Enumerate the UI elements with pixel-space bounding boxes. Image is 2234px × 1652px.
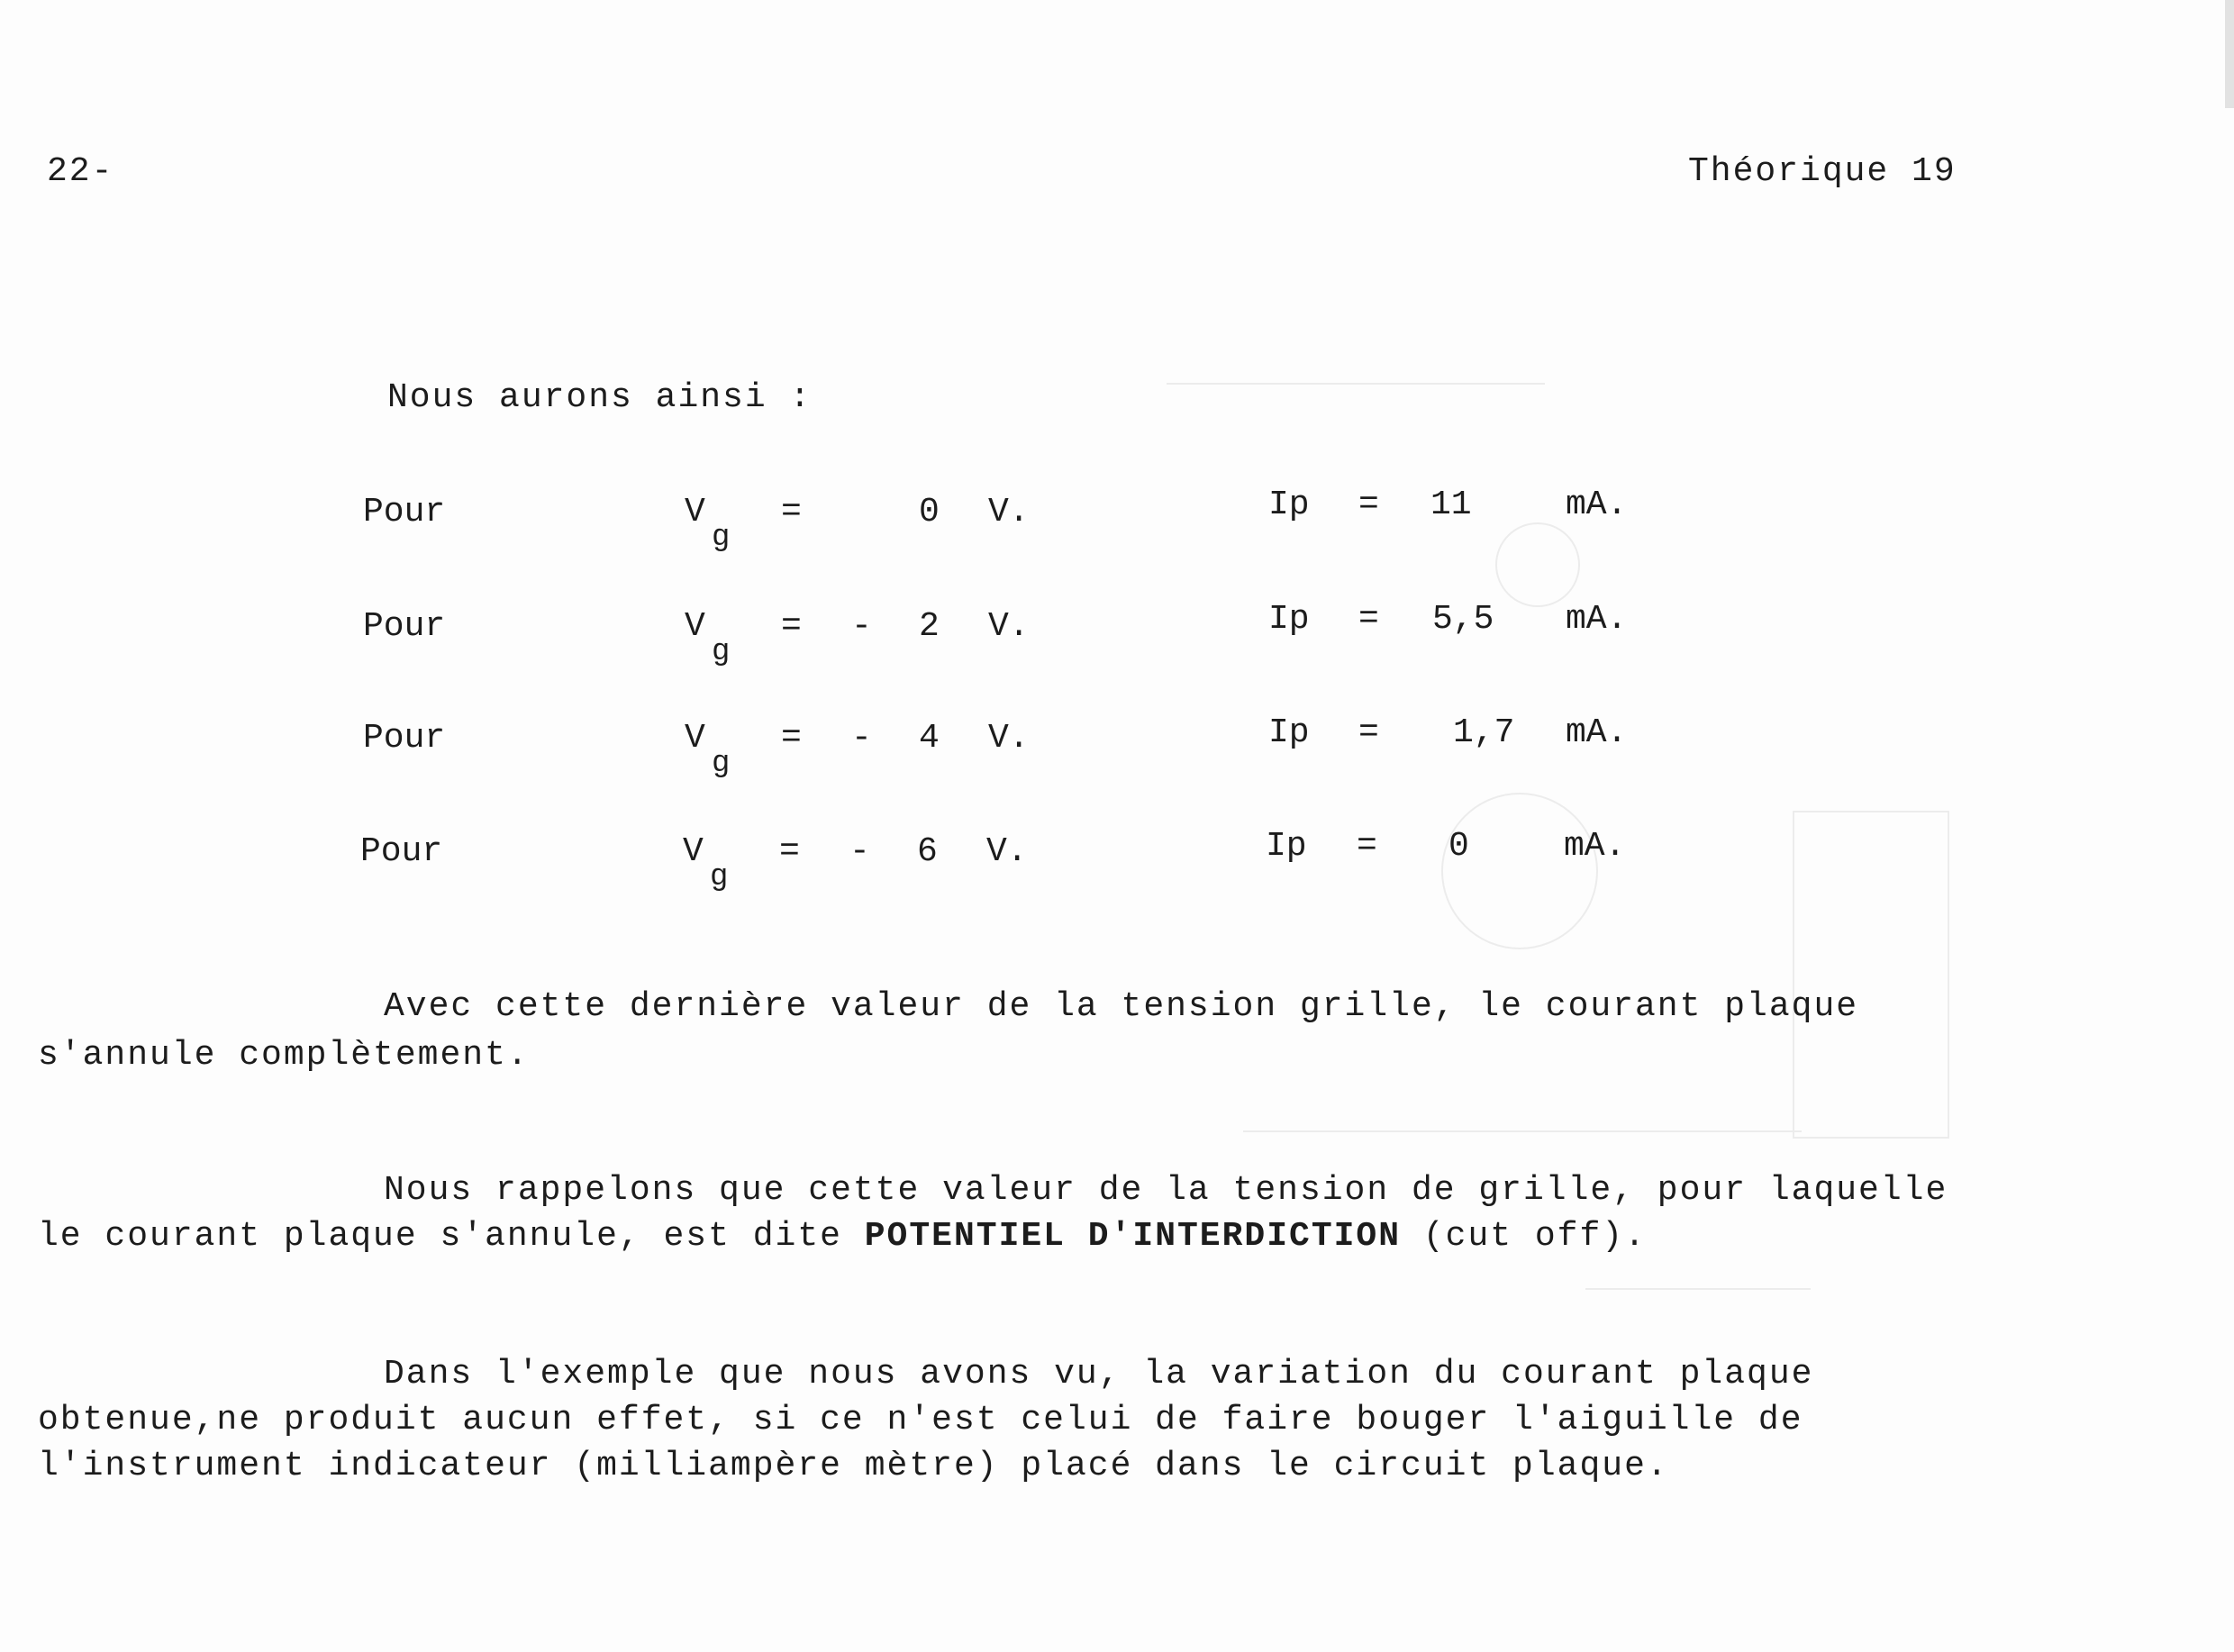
current-unit: mA. xyxy=(1566,713,1628,752)
intro-line: Nous aurons ainsi : xyxy=(387,378,813,417)
grid-voltage-subscript: g xyxy=(712,635,731,669)
plate-current-symbol: Ip xyxy=(1268,600,1310,639)
current-unit: mA. xyxy=(1566,600,1628,639)
equals-sign: = xyxy=(1358,486,1379,524)
current-value: 11 xyxy=(1430,486,1472,524)
grid-voltage-subscript: g xyxy=(710,860,729,894)
pour-label: Pour xyxy=(363,493,446,531)
show-through-mark xyxy=(1495,522,1580,607)
pour-label: Pour xyxy=(363,607,446,646)
plate-current-symbol: Ip xyxy=(1268,713,1310,752)
voltage-value: 6 xyxy=(917,832,938,871)
cutoff-term: POTENTIEL D'INTERDICTION xyxy=(864,1217,1402,1256)
grid-voltage-symbol: V xyxy=(685,607,705,646)
show-through-mark xyxy=(1441,793,1598,949)
grid-voltage-subscript: g xyxy=(712,747,731,781)
equals-sign: = xyxy=(781,607,802,646)
paragraph-line: Dans l'exemple que nous avons vu, la variation du courant plaque xyxy=(384,1355,1814,1393)
current-value: 5,5 xyxy=(1432,600,1494,639)
paragraph-line xyxy=(38,1213,1647,1260)
paragraph-text: le courant plaque s'annule, est dite xyxy=(38,1217,865,1256)
plate-current-symbol: Ip xyxy=(1266,827,1307,866)
paragraph-line: obtenue,ne produit aucun effet, si ce n'est celui de faire bouger l'aiguille de xyxy=(38,1401,1803,1439)
equals-sign: = xyxy=(1357,827,1377,866)
equals-sign: = xyxy=(781,493,802,531)
show-through-mark xyxy=(1585,1288,1811,1290)
show-through-mark xyxy=(1793,811,1949,1139)
voltage-unit: V. xyxy=(988,493,1030,531)
paragraph-line: l'instrument indicateur (milliampère mètre) placé dans le circuit plaque. xyxy=(38,1447,1669,1485)
voltage-unit: V. xyxy=(988,719,1030,758)
current-value: 0 xyxy=(1448,827,1469,866)
voltage-unit: V. xyxy=(986,832,1028,871)
page-number: 22- xyxy=(47,152,114,191)
voltage-value: 0 xyxy=(919,493,940,531)
paragraph-line: Nous rappelons que cette valeur de la tension de grille, pour laquelle xyxy=(384,1171,1948,1210)
paragraph-line: s'annule complètement. xyxy=(38,1036,530,1075)
equals-sign: = xyxy=(781,719,802,758)
section-title: Théorique 19 xyxy=(1688,152,1957,191)
voltage-value: 2 xyxy=(919,607,940,646)
grid-voltage-symbol: V xyxy=(683,832,704,871)
pour-label: Pour xyxy=(360,832,443,871)
minus-sign: - xyxy=(851,607,872,646)
plate-current-symbol: Ip xyxy=(1268,486,1310,524)
voltage-unit: V. xyxy=(988,607,1030,646)
equals-sign: = xyxy=(1358,713,1379,752)
paragraph-text: (cut off). xyxy=(1401,1217,1647,1256)
show-through-mark xyxy=(1167,383,1545,385)
minus-sign: - xyxy=(849,832,870,871)
current-unit: mA. xyxy=(1566,486,1628,524)
voltage-value: 4 xyxy=(919,719,940,758)
paragraph-line: Avec cette dernière valeur de la tension grille, le courant plaque xyxy=(384,987,1859,1026)
equals-sign: = xyxy=(1358,600,1379,639)
grid-voltage-symbol: V xyxy=(685,493,705,531)
equals-sign: = xyxy=(779,832,800,871)
scan-edge xyxy=(2225,0,2234,108)
grid-voltage-symbol: V xyxy=(685,719,705,758)
pour-label: Pour xyxy=(363,719,446,758)
grid-voltage-subscript: g xyxy=(712,521,731,555)
current-unit: mA. xyxy=(1564,827,1626,866)
minus-sign: - xyxy=(851,719,872,758)
show-through-mark xyxy=(1243,1130,1802,1132)
current-value: 1,7 xyxy=(1453,713,1515,752)
